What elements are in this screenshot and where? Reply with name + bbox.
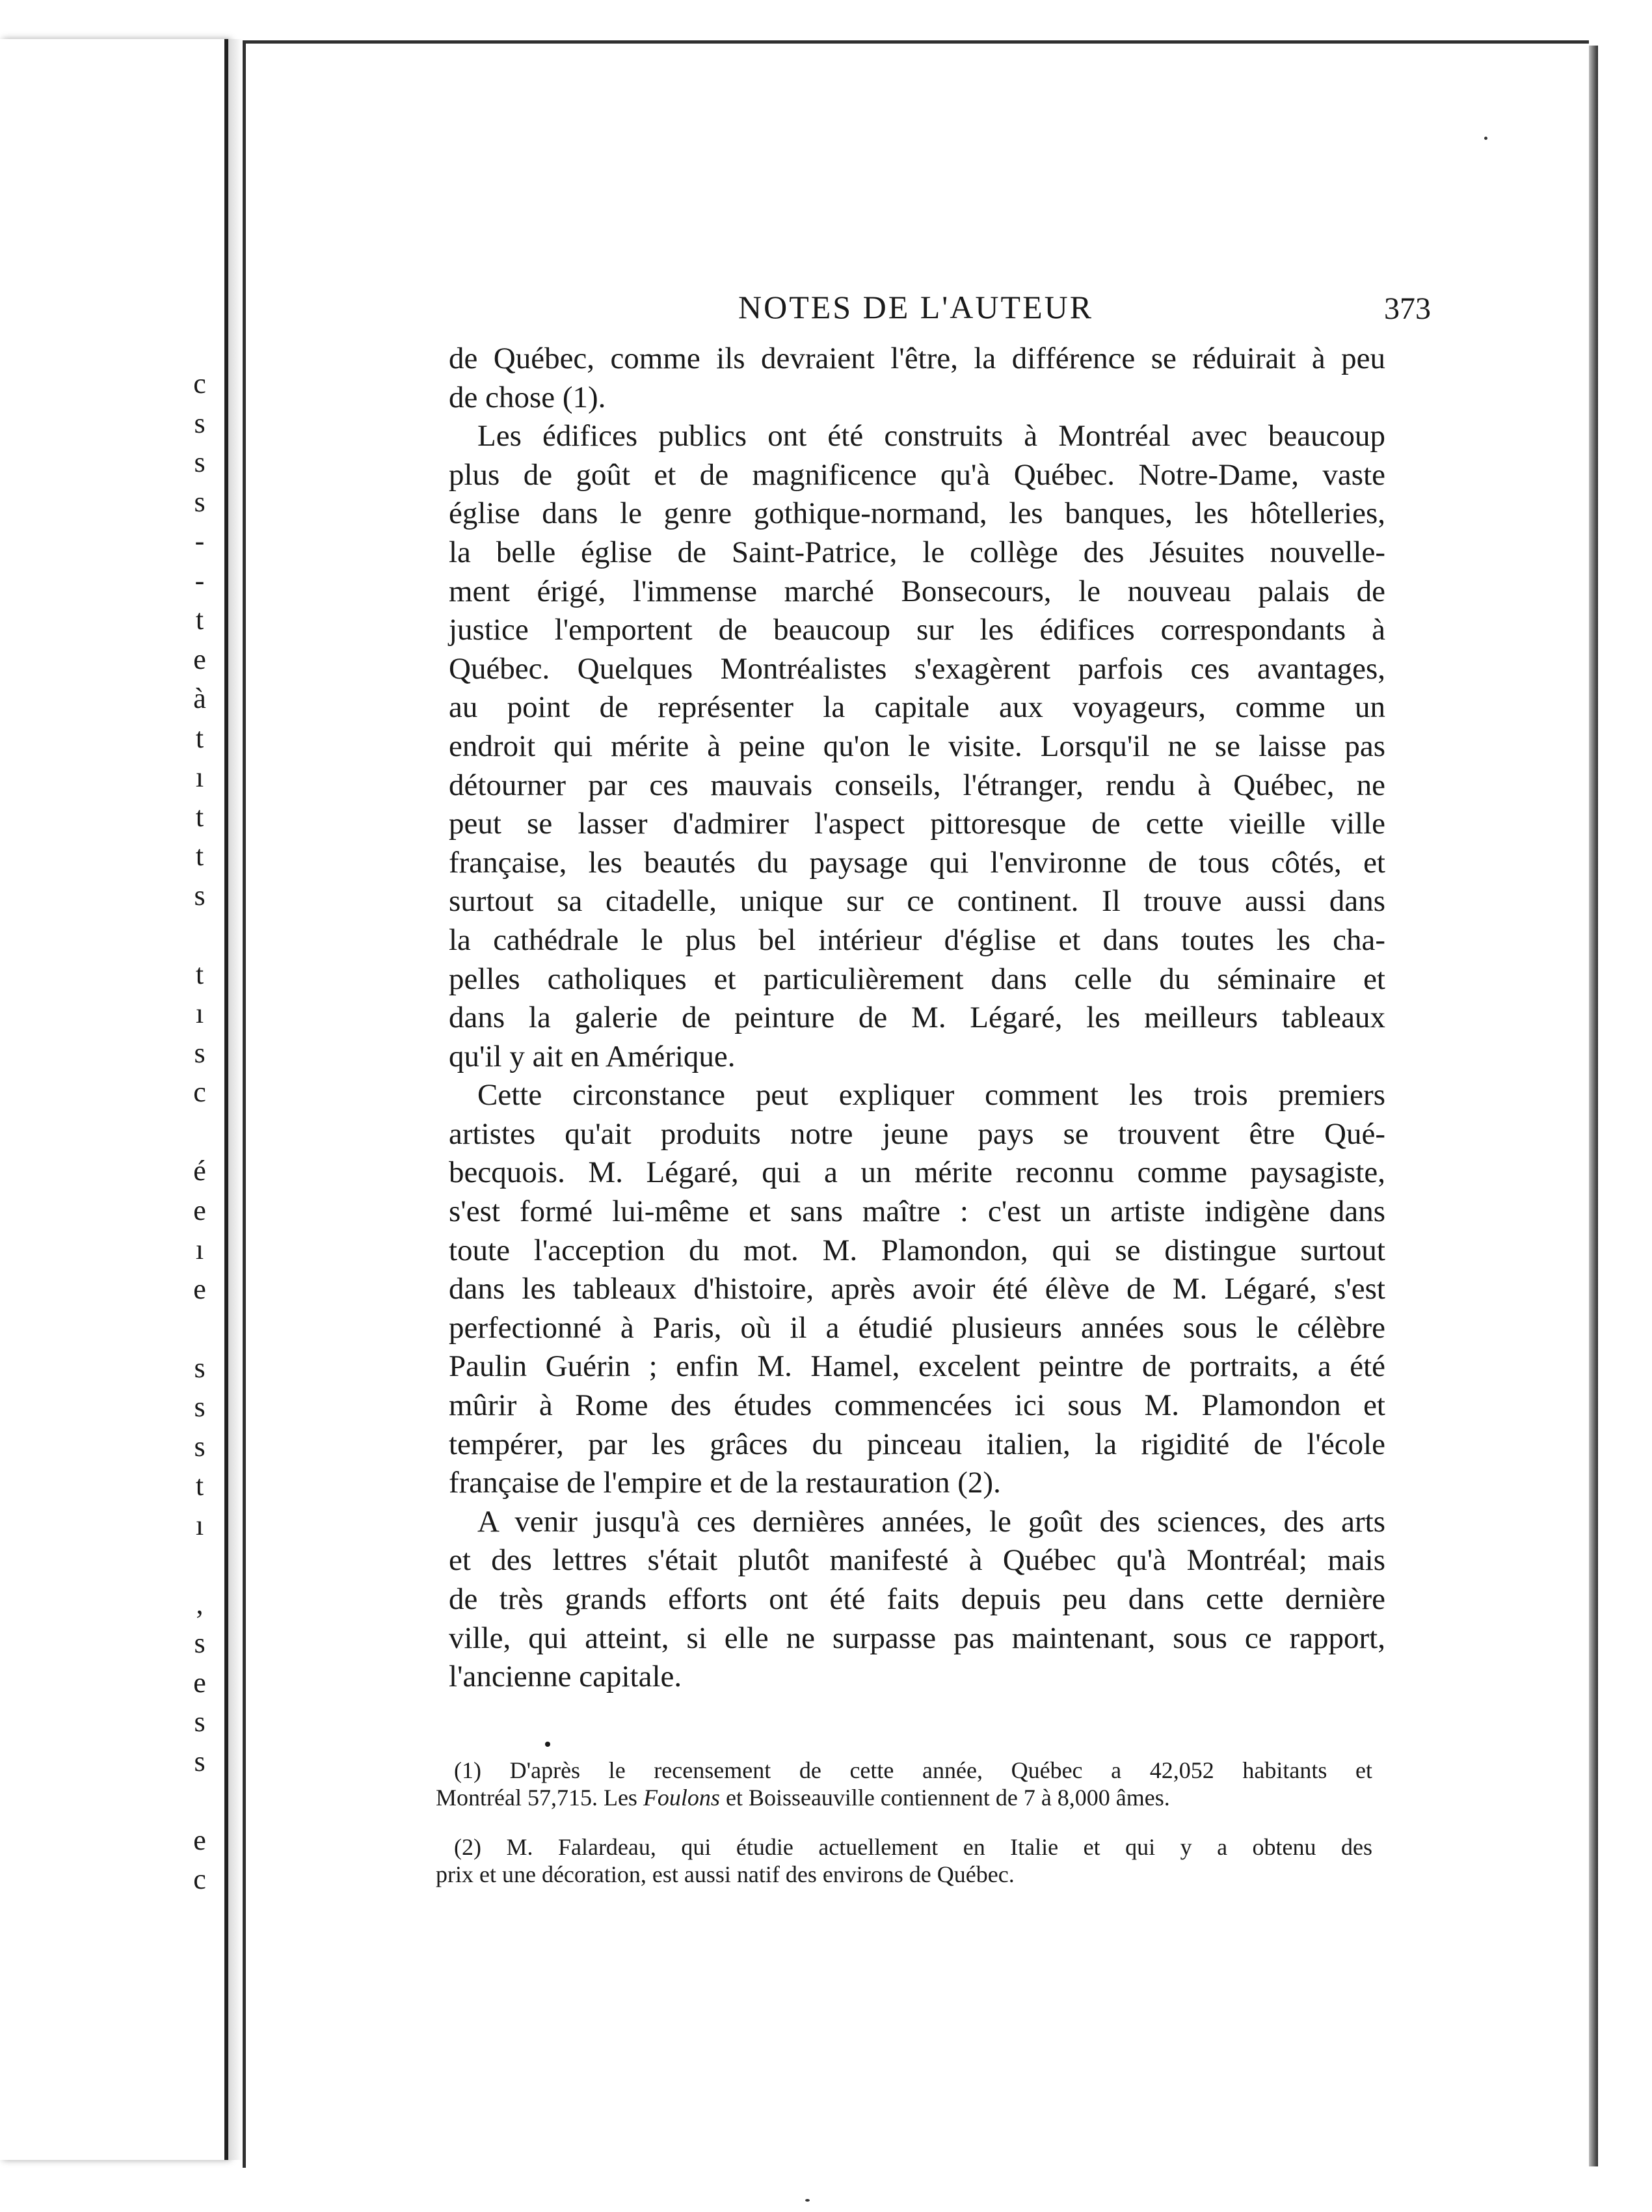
cut-character: c <box>193 1863 206 1895</box>
text-line: de Québec, comme ils devraient l'être, la différence se réduirait à peu <box>449 342 1385 375</box>
text-line: qu'il y ait en Amérique. <box>449 1039 736 1073</box>
previous-page-cut-text <box>187 364 213 1900</box>
text-line: française, les beautés du paysage qui l'environne de tous côtés, et <box>449 845 1385 880</box>
footnote-1-text: Montréal 57,715. Les <box>436 1785 643 1811</box>
cut-character <box>187 1545 213 1585</box>
text-line: perfectionné à Paris, où il a étudié plusieurs années sous le célèbre <box>449 1310 1385 1345</box>
text-line: s'est formé lui-même et sans maître : c'est un artiste indigène dans <box>449 1194 1385 1229</box>
text-line: becquois. M. Légaré, qui a un mérite reconnu comme paysagiste, <box>449 1155 1385 1190</box>
text-line: justice l'emportent de beaucoup sur les édifices correspondants à <box>449 613 1385 647</box>
page-number: 373 <box>1384 291 1431 326</box>
text-line: église dans le genre gothique-normand, les banques, les hôtelleries, <box>449 496 1385 531</box>
text-line: et des lettres s'était plutôt manifesté à Québec qu'à Montréal; mais <box>449 1543 1385 1578</box>
cut-character: s <box>194 879 206 911</box>
cut-character: é <box>193 1155 206 1187</box>
cut-character: e <box>193 1824 206 1856</box>
running-title: NOTES DE L'AUTEUR <box>738 289 1094 325</box>
cut-character: s <box>194 485 206 518</box>
text-line: ville, qui atteint, si elle ne surpasse pas maintenant, sous ce rapport, <box>449 1621 1385 1655</box>
cut-character <box>187 1781 213 1821</box>
paper-speck <box>1484 137 1487 140</box>
text-line: de chose (1). <box>449 380 606 414</box>
cut-character: e <box>193 643 206 675</box>
footnote-1-text: et Boisseauville contiennent de 7 à 8,000 âmes. <box>719 1785 1170 1811</box>
cut-character: ı <box>195 997 204 1029</box>
text-line: dans la galerie de peinture de M. Légaré, les meilleurs tableaux <box>449 1001 1385 1035</box>
footnote-1-line: (1) D'après le recensement de cette année, Québec a 42,052 habitants et <box>454 1757 1372 1783</box>
footnote-1-line <box>436 1784 1372 1811</box>
previous-page-fragment <box>0 39 228 2160</box>
cut-character: t <box>195 800 204 833</box>
footnotes <box>436 1757 1372 1888</box>
cut-character: s <box>194 1430 206 1463</box>
text-line: Québec. Quelques Montréalistes s'exagèrent parfois ces avantages, <box>449 651 1385 686</box>
cut-character: e <box>193 1273 206 1305</box>
running-head <box>423 288 1431 327</box>
cut-character: s <box>194 407 206 439</box>
cut-character: ı <box>195 761 204 793</box>
text-line: surtout sa citadelle, unique sur ce continent. Il trouve aussi dans <box>449 884 1385 919</box>
text-line: toute l'acception du mot. M. Plamondon, qui se distingue surtout <box>449 1233 1385 1267</box>
footnote-separator-dot <box>545 1742 550 1747</box>
footnote-1-italic: Foulons <box>643 1785 720 1811</box>
text-line: détourner par ces mauvais conseils, l'étranger, rendu à Québec, ne <box>449 768 1385 802</box>
text-line: Les édifices publics ont été construits à Montréal avec beaucoup <box>477 419 1385 453</box>
cut-character: - <box>194 564 205 597</box>
text-line: tempérer, par les grâces du pinceau italien, la rigidité de l'école <box>449 1427 1385 1461</box>
cut-character: s <box>194 1351 206 1384</box>
cut-character: - <box>194 525 205 557</box>
text-line: pelles catholiques et particulièrement dans celle du séminaire et <box>449 962 1385 996</box>
text-line: au point de représenter la capitale aux voyageurs, comme un <box>449 690 1385 725</box>
cut-character <box>187 1309 213 1349</box>
cut-character <box>187 915 213 955</box>
cut-character: c <box>193 1076 206 1108</box>
text-line: endroit qui mérite à peine qu'on le visite. Lorsqu'il ne se laisse pas <box>449 729 1385 763</box>
paper-speck <box>805 2199 810 2202</box>
text-line: Cette circonstance peut expliquer comment les trois premiers <box>477 1078 1385 1113</box>
text-line: l'ancienne capitale. <box>449 1660 682 1694</box>
cut-character: ı <box>195 1234 204 1265</box>
text-line: plus de goût et de magnificence qu'à Québec. Notre-Dame, vaste <box>449 457 1385 492</box>
cut-character: à <box>193 682 206 714</box>
cut-character: s <box>194 446 206 478</box>
text-line: A venir jusqu'à ces dernières années, le goût des sciences, des arts <box>477 1504 1385 1539</box>
cut-character: , <box>196 1587 204 1620</box>
text-line: mûrir à Rome des études commencées ici sous M. Plamondon et <box>449 1388 1385 1423</box>
cut-character: s <box>194 1706 206 1738</box>
footnote-2-line: prix et une décoration, est aussi natif des environs de Québec. <box>436 1861 1015 1887</box>
cut-character: e <box>193 1194 206 1226</box>
cut-character: t <box>195 1470 204 1502</box>
cut-character: t <box>195 604 204 636</box>
text-line: peut se lasser d'admirer l'aspect pittoresque de cette vieille ville <box>449 807 1385 841</box>
text-line: dans les tableaux d'histoire, après avoir été élève de M. Légaré, s'est <box>449 1272 1385 1306</box>
cut-character: s <box>194 1391 206 1423</box>
text-line: Paulin Guérin ; enfin M. Hamel, excelent peintre de portraits, a été <box>449 1349 1385 1384</box>
cut-character: e <box>193 1666 206 1699</box>
text-line: de très grands efforts ont été faits depuis peu dans cette dernière <box>449 1582 1385 1616</box>
book-gutter <box>228 39 243 2160</box>
text-line: artistes qu'ait produits notre jeune pays se trouvent être Qué- <box>449 1116 1385 1151</box>
cut-character: s <box>194 1745 206 1777</box>
text-line: la cathédrale le plus bel intérieur d'église et dans toutes les cha- <box>449 923 1385 957</box>
cut-character <box>187 1113 213 1152</box>
cut-character: c <box>193 368 206 399</box>
cut-character: s <box>194 1036 206 1069</box>
footnote-2-line: (2) M. Falardeau, qui étudie actuellement en Italie et qui y a obtenu des <box>454 1834 1372 1860</box>
cut-character: ı <box>195 1509 204 1541</box>
cut-character: t <box>195 958 204 990</box>
text-line: ment érigé, l'immense marché Bonsecours, le nouveau palais de <box>449 574 1385 608</box>
text-line: française de l'empire et de la restauration (2). <box>449 1466 1001 1500</box>
text-line: la belle église de Saint-Patrice, le collège des Jésuites nouvelle- <box>449 535 1385 569</box>
cut-character: t <box>195 722 204 754</box>
page-edge-shadow <box>1589 46 1598 2166</box>
body-text <box>449 340 1385 1697</box>
cut-character: t <box>195 840 204 872</box>
cut-character: s <box>194 1627 206 1659</box>
